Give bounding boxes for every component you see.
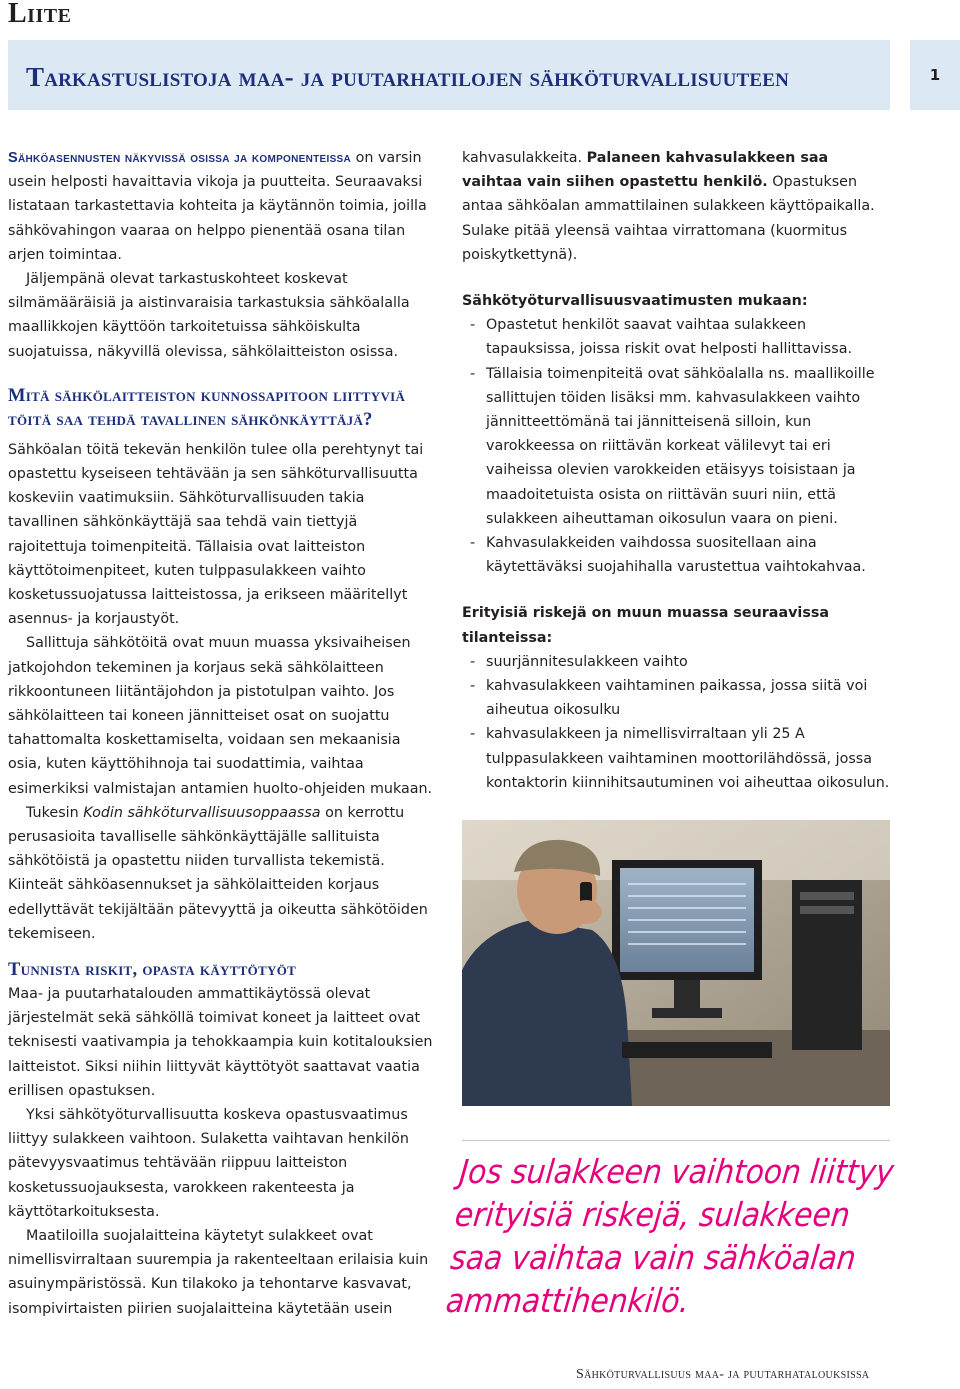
page-title: Tarkastuslistoja maa- ja puutarhatilojen sähköturvallisuuteen xyxy=(26,62,790,92)
intro-text: on varsin usein helposti havaittavia vikoja ja puutteita. Seuraavaksi listataan tarkastettavia kohteita ja käytännön toimia, joilla sähkövahingon vaaraa on helppo pienentää osana tilan arjen toimintaa. xyxy=(8,150,427,263)
handle-fuses-text: kahvasulakkeita. xyxy=(462,150,587,166)
right-column xyxy=(462,146,892,795)
special-risks-heading: Erityisiä riskejä on muun muassa seuraavissa tilanteissa: xyxy=(462,605,829,646)
intro-paragraph xyxy=(8,146,438,267)
photo-man-on-phone-at-computer xyxy=(462,820,890,1106)
guide-title: Kodin sähköturvallisuusoppaassa xyxy=(83,804,321,821)
list-item: - Opastetut henkilöt saavat vaihtaa sulakkeen tapauksissa, joissa riskit ovat helposti hallittavissa. xyxy=(462,313,892,361)
section-heading-risks: Tunnista riskit, opasta käyttötyöt xyxy=(8,960,297,980)
paragraph-tukes-guide xyxy=(8,801,438,946)
list-item: - kahvasulakkeen vaihtaminen paikassa, jossa siitä voi aiheutua oikosulku xyxy=(462,674,892,722)
section-label: Liite xyxy=(8,0,72,29)
requirements-list xyxy=(462,313,892,579)
paragraph-qualifications: Sähköalan töitä tekevän henkilön tulee olla perehtynyt tai opastettu kyseiseen tehtävään ja sen sähköturvallisuutta koskeviin vaatimuksiin. Sähköturvallisuuden takia tavallinen sähkönkäyttäjä saa tehdä vain tiettyjä rajoitettuja toimenpiteitä. Tällaisia ovat laitteiston käyttötoimenpiteet, kuten tulppasulakkeen vaihto kosketussuojatussa laitteistossa, ja erikseen määritellyt asennus- ja korjaustyöt. xyxy=(8,441,424,628)
handle-fuses-bold: Palaneen kahvasulakkeen saa vaihtaa vain siihen opastettu henkilö. xyxy=(462,150,829,191)
intro-lead: Sähköasennusten näkyvissä osissa ja komponenteissa xyxy=(8,150,352,166)
intro-paragraph-2: Jäljempänä olevat tarkastuskohteet koskevat silmämääräisiä ja aistinvaraisia tarkastuksia sähköalalla maallikkojen käyttöön tarkoitetuissa sähköiskulta suojatuissa, näkyvillä olevissa, sähkölaitteiston osissa. xyxy=(8,271,410,360)
list-item: - suurjännitesulakkeen vaihto xyxy=(462,650,892,674)
requirements-heading: Sähkötyöturvallisuusvaatimusten mukaan: xyxy=(462,293,808,310)
pull-quote: Jos sulakkeen vaihtoon liittyy erityisiä riskejä, sulakkeen saa vaihtaa vain sähköalan ammattihenkilö. xyxy=(444,1152,896,1320)
paragraph-fuse-replacement: Yksi sähkötyöturvallisuutta koskeva opastusvaatimus liittyy sulakkeen vaihtoon. Sulaketta vaihtavan henkilön pätevyysvaatimus tehtävään riippuu laitteiston kosketussuojauksesta, varokkeen rakenteesta ja käyttötarkoituksesta. xyxy=(8,1107,409,1220)
tukes-post: on kerrottu perusasioita tavalliselle sähkönkäyttäjälle sallituista sähkötöistä ja opastettu niiden turvallista tekemistä. Kiinteät sähköasennukset ja sähkölaitteiden korjaus edellyttävät tekijältään pätevyyttä ja oikeutta sähkötöiden tekemiseen. xyxy=(8,804,428,942)
list-item: - Tällaisia toimenpiteitä ovat sähköalalla ns. maallikoille sallittujen töiden lisäksi mm. kahvasulakkeen vaihto jännitteettömänä tai jännitteisenä silloin, kun varokkeessa on riittävän korkeat välilevyt tai eri vaiheissa olevien varokkeiden etäisyys toisistaan ja maadoitetuista osista on riittävän suuri niin, että sulakkeen aiheuttaman oikosulun vaara on pieni. xyxy=(462,362,892,531)
special-risks-list xyxy=(462,650,892,795)
list-item: - Kahvasulakkeiden vaihdossa suositellaan aina käytettäväksi suojahihalla varustettua vaihtokahvaa. xyxy=(462,531,892,579)
photo-illustration xyxy=(462,820,890,1106)
left-column xyxy=(8,146,438,946)
handle-fuses-rest: Opastuksen antaa sähköalan ammattilainen sulakkeen käyttöpaikalla. Sulake pitää yleensä vaihtaa virrattomana (kuormitus poiskytkettynä). xyxy=(462,174,875,263)
footer-text: Sähköturvallisuus maa- ja puutarhatalouksissa xyxy=(576,1367,870,1382)
quote-divider xyxy=(462,1140,890,1141)
tukes-pre: Tukesin xyxy=(26,804,84,821)
paragraph-allowed-work: Sallittuja sähkötöitä ovat muun muassa yksivaiheisen jatkojohdon tekeminen ja korjaus sekä sähkölaitteen rikkoontuneen liitäntäjohdon ja pistotulpan vaihto. Jos sähkölaitteen tai koneen jännitteiset osat on suojattu tahattomalta koskettamiselta, voidaan sen mekaanisia osia, kuten käyttöhihnoja tai suodattimia, vaihtaa esimerkiksi valmistajan antamien huolto-ohjeiden mukaan. xyxy=(8,635,433,797)
risk-section xyxy=(8,958,438,1321)
section-heading-maintenance: Mitä sähkölaitteiston kunnossapitoon liittyviä töitä saa tehdä tavallinen sähkönkäyttäjä? xyxy=(8,385,406,430)
paragraph-farm-fuses: Maatiloilla suojalaitteina käytetyt sulakkeet ovat nimellisvirraltaan suurempia ja rakenteeltaan erilaisia kuin asuinympäristössä. Kun tilakoko ja tehontarve kasvavat, isompivirtaisten piirien suojalaitteina käytetään usein xyxy=(8,1228,429,1317)
page-number: 1 xyxy=(929,66,941,84)
list-item: - kahvasulakkeen ja nimellisvirraltaan yli 25 A tulppasulakkeen vaihtaminen moottorilähdössä, jossa kontaktorin kiinnihitsautuminen voi aiheuttaa oikosulun. xyxy=(462,722,892,795)
paragraph-handle-fuses xyxy=(462,146,892,267)
paragraph-professional-use: Maa- ja puutarhatalouden ammattikäytössä olevat järjestelmät sekä sähköllä toimivat koneet ja laitteet ovat teknisesti vaativampia ja tehokkaampia kuin kotitalouksien laitteistot. Siksi niihin liittyvät käyttötyöt saattavat vaatia erillisen opastuksen. xyxy=(8,986,433,1099)
